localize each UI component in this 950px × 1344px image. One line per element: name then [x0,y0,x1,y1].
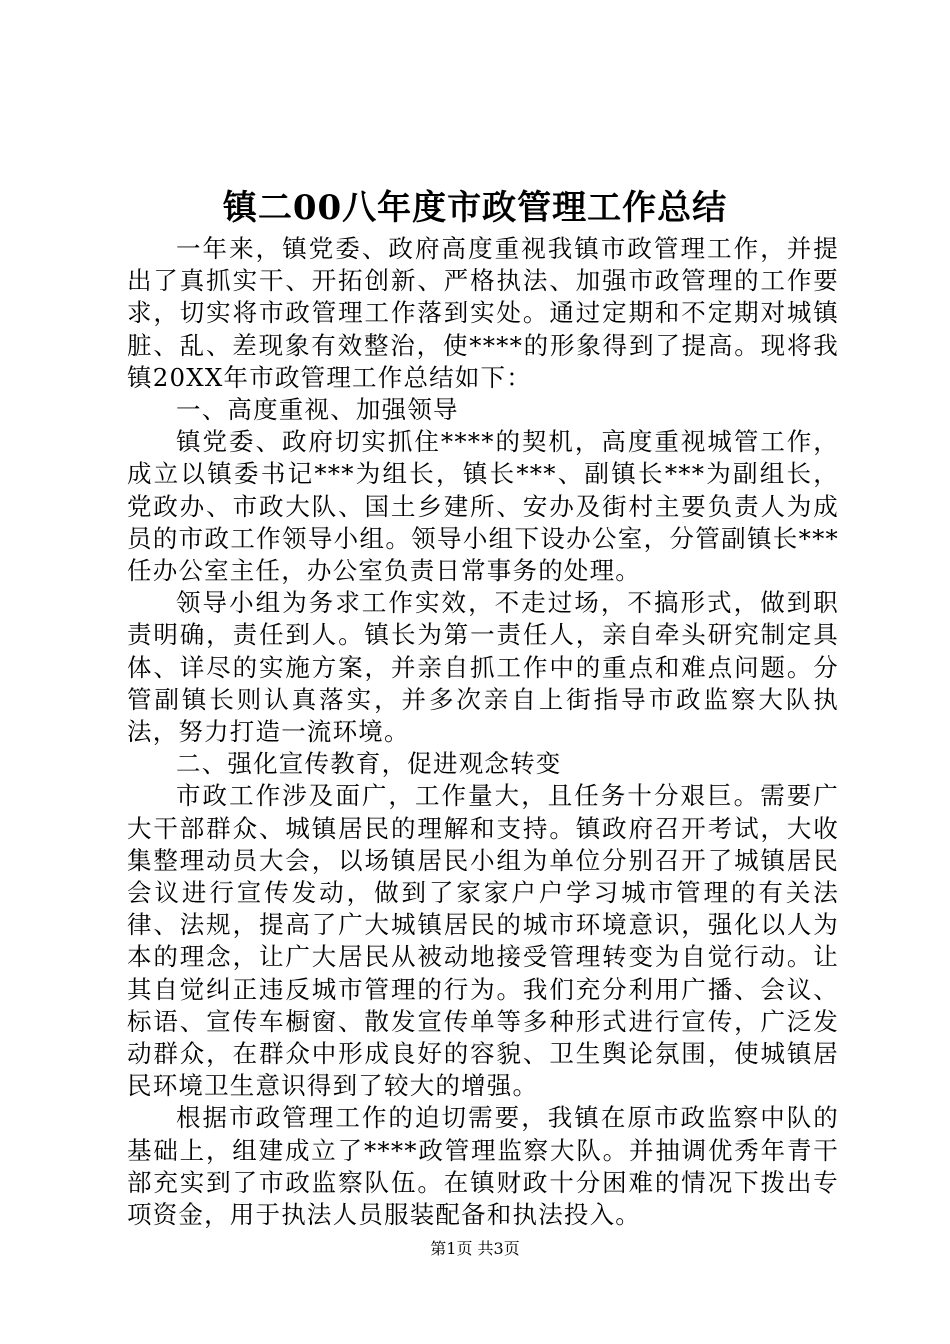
paragraph-publicity: 市政工作涉及面广，工作量大，且任务十分艰巨。需要广大干部群众、城镇居民的理解和支持。镇政府召开考试，大收集整理动员大会，以场镇居民小组为单位分别召开了城镇居民会议进行宣传发动，做到了家家户户学习城市管理的有关法律、法规，提高了广大城镇居民的城市环境意识，强化以人为本的理念，让广大居民从被动地接受管理转变为自觉行动。让其自觉纠正违反城市管理的行为。我们充分利用广播、会议、标语、宣传车橱窗、散发宣传单等多种形式进行宣传，广泛发动群众，在群众中形成良好的容貌、卫生舆论氛围，使城镇居民环境卫生意识得到了较大的增强。 [127,781,839,1101]
document-title: 镇二00八年度市政管理工作总结 [222,188,728,228]
paragraph-leadership-group: 镇党委、政府切实抓住****的契机，高度重视城管工作，成立以镇委书记***为组长，镇长***、副镇长***为副组长，党政办、市政大队、国土乡建所、安办及街村主要负责人为成员的市政工作领导小组。领导小组下设办公室，分管副镇长***任办公室主任，办公室负责日常事务的处理。 [127,427,839,586]
section-heading-1: 一、高度重视、加强领导 [176,395,459,425]
page-number-footer: 第1页 共3页 [430,1239,520,1258]
document-body [127,233,839,1231]
section-heading-2: 二、强化宣传教育，促进观念转变 [176,749,562,779]
paragraph-supervision-team: 根据市政管理工作的迫切需要，我镇在原市政监察中队的基础上，组建成立了****政管理监察大队。并抽调优秀年青干部充实到了市政监察队伍。在镇财政十分困难的情况下拨出专项资金，用于执法人员服装配备和执法投入。 [127,1103,839,1230]
paragraph-intro: 一年来，镇党委、政府高度重视我镇市政管理工作，并提出了真抓实干、开拓创新、严格执法、加强市政管理的工作要求，切实将市政管理工作落到实处。通过定期和不定期对城镇脏、乱、差现象有效整治，使****的形象得到了提高。现将我镇20XX年市政管理工作总结如下： [127,234,839,392]
paragraph-responsibility: 领导小组为务求工作实效，不走过场，不搞形式，做到职责明确，责任到人。镇长为第一责任人，亲自牵头研究制定具体、详尽的实施方案，并亲自抓工作中的重点和难点问题。分管副镇长则认真落实，并多次亲自上街指导市政监察大队执法，努力打造一流环境。 [127,588,839,747]
